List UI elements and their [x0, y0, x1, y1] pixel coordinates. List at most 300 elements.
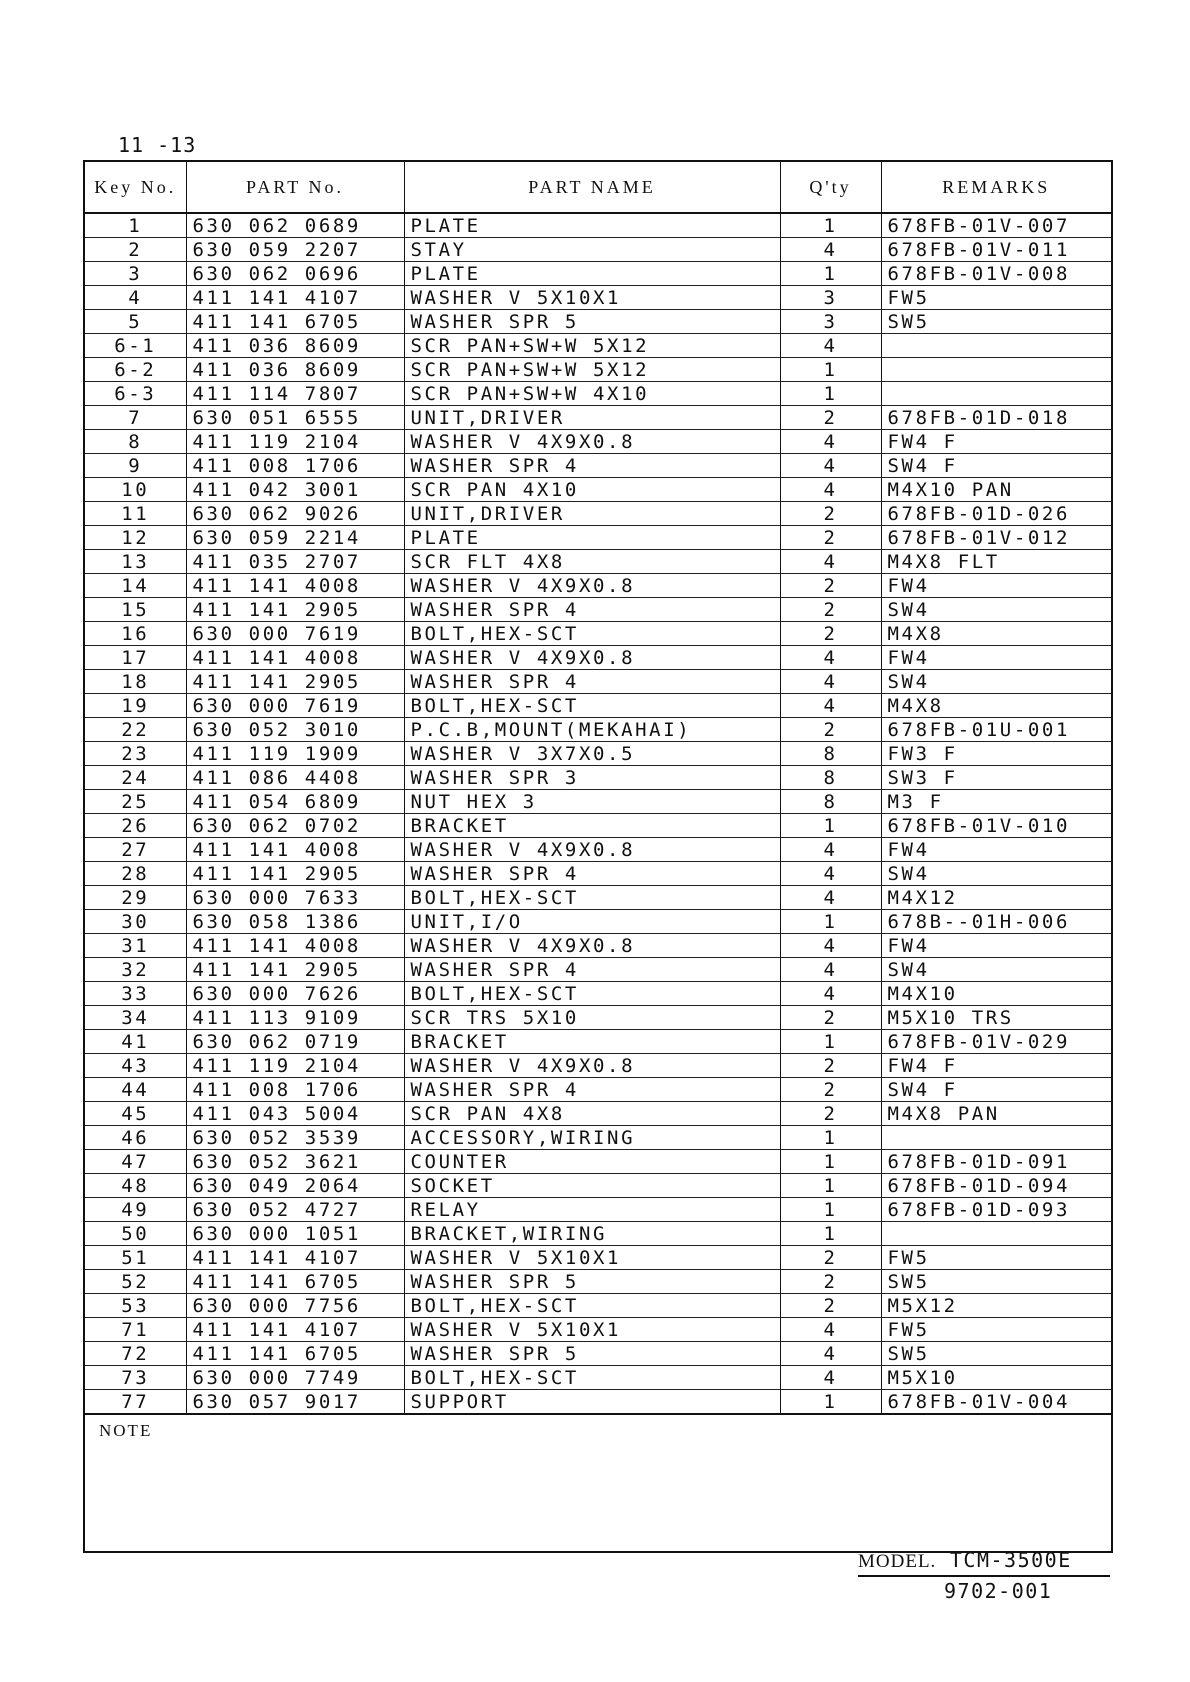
part-name-cell: WASHER SPR 4 — [404, 454, 780, 478]
part-no-cell: 630 000 7633 — [186, 886, 404, 910]
qty-cell: 4 — [780, 838, 881, 862]
key-no-cell: 51 — [85, 1246, 186, 1270]
part-no-cell: 630 000 7756 — [186, 1294, 404, 1318]
table-row — [85, 574, 1111, 598]
key-no-cell: 8 — [85, 430, 186, 454]
table-row — [85, 862, 1111, 886]
qty-cell: 4 — [780, 934, 881, 958]
part-no-cell: 630 062 0689 — [186, 213, 404, 238]
qty-cell: 2 — [780, 1294, 881, 1318]
part-name-cell: WASHER SPR 3 — [404, 766, 780, 790]
part-no-cell: 630 052 3621 — [186, 1150, 404, 1174]
remarks-cell: 678FB-01U-001 — [881, 718, 1111, 742]
qty-cell: 1 — [780, 1390, 881, 1415]
table-row — [85, 718, 1111, 742]
table-row — [85, 742, 1111, 766]
part-name-cell: BRACKET — [404, 1030, 780, 1054]
part-name-cell: BOLT,HEX-SCT — [404, 1294, 780, 1318]
part-no-cell: 630 052 3010 — [186, 718, 404, 742]
remarks-cell: SW5 — [881, 1270, 1111, 1294]
qty-cell: 3 — [780, 310, 881, 334]
key-no-cell: 18 — [85, 670, 186, 694]
qty-cell: 1 — [780, 213, 881, 238]
parts-list-sheet — [83, 160, 1113, 1553]
remarks-cell: 678FB-01D-026 — [881, 502, 1111, 526]
table-row — [85, 910, 1111, 934]
qty-cell: 2 — [780, 1270, 881, 1294]
part-no-cell: 411 113 9109 — [186, 1006, 404, 1030]
key-no-cell: 22 — [85, 718, 186, 742]
remarks-cell: M4X8 — [881, 694, 1111, 718]
table-row — [85, 958, 1111, 982]
key-no-cell: 12 — [85, 526, 186, 550]
key-no-cell: 49 — [85, 1198, 186, 1222]
part-no-cell: 411 086 4408 — [186, 766, 404, 790]
qty-cell: 2 — [780, 502, 881, 526]
table-row — [85, 334, 1111, 358]
part-name-cell: WASHER SPR 5 — [404, 310, 780, 334]
part-no-cell: 411 114 7807 — [186, 382, 404, 406]
part-no-cell: 630 059 2214 — [186, 526, 404, 550]
key-no-cell: 47 — [85, 1150, 186, 1174]
header-key-no: Key No. — [85, 162, 186, 213]
qty-cell: 4 — [780, 238, 881, 262]
qty-cell: 2 — [780, 1078, 881, 1102]
qty-cell: 4 — [780, 862, 881, 886]
table-row — [85, 982, 1111, 1006]
key-no-cell: 33 — [85, 982, 186, 1006]
remarks-cell: M4X8 FLT — [881, 550, 1111, 574]
remarks-cell: SW4 — [881, 862, 1111, 886]
remarks-cell: M4X8 PAN — [881, 1102, 1111, 1126]
part-no-cell: 630 000 7619 — [186, 622, 404, 646]
page-number: 11 -13 — [118, 133, 197, 157]
part-no-cell: 411 119 2104 — [186, 430, 404, 454]
part-no-cell: 630 057 9017 — [186, 1390, 404, 1415]
header-qty: Q'ty — [780, 162, 881, 213]
part-no-cell: 630 000 7619 — [186, 694, 404, 718]
qty-cell: 1 — [780, 358, 881, 382]
qty-cell: 1 — [780, 382, 881, 406]
qty-cell: 2 — [780, 598, 881, 622]
table-row — [85, 598, 1111, 622]
remarks-cell: 678FB-01V-012 — [881, 526, 1111, 550]
qty-cell: 2 — [780, 1246, 881, 1270]
key-no-cell: 53 — [85, 1294, 186, 1318]
key-no-cell: 28 — [85, 862, 186, 886]
key-no-cell: 71 — [85, 1318, 186, 1342]
part-no-cell: 630 062 0719 — [186, 1030, 404, 1054]
part-no-cell: 411 141 2905 — [186, 958, 404, 982]
qty-cell: 8 — [780, 790, 881, 814]
qty-cell: 4 — [780, 646, 881, 670]
key-no-cell: 19 — [85, 694, 186, 718]
part-name-cell: WASHER V 4X9X0.8 — [404, 838, 780, 862]
qty-cell: 4 — [780, 958, 881, 982]
remarks-cell: SW3 F — [881, 766, 1111, 790]
table-row — [85, 1222, 1111, 1246]
qty-cell: 1 — [780, 910, 881, 934]
qty-cell: 4 — [780, 550, 881, 574]
part-no-cell: 411 036 8609 — [186, 334, 404, 358]
key-no-cell: 31 — [85, 934, 186, 958]
key-no-cell: 43 — [85, 1054, 186, 1078]
part-name-cell: NUT HEX 3 — [404, 790, 780, 814]
table-row — [85, 1198, 1111, 1222]
part-name-cell: UNIT,DRIVER — [404, 406, 780, 430]
part-no-cell: 411 141 6705 — [186, 310, 404, 334]
qty-cell: 4 — [780, 1366, 881, 1390]
part-name-cell: BOLT,HEX-SCT — [404, 982, 780, 1006]
table-row — [85, 1342, 1111, 1366]
table-row — [85, 646, 1111, 670]
remarks-cell — [881, 358, 1111, 382]
part-name-cell: WASHER V 5X10X1 — [404, 1246, 780, 1270]
part-name-cell: WASHER V 4X9X0.8 — [404, 430, 780, 454]
part-name-cell: SCR PAN+SW+W 5X12 — [404, 358, 780, 382]
model-line — [858, 1548, 1110, 1577]
part-no-cell: 411 119 1909 — [186, 742, 404, 766]
table-row — [85, 430, 1111, 454]
part-no-cell: 411 141 4107 — [186, 1246, 404, 1270]
remarks-cell — [881, 1126, 1111, 1150]
qty-cell: 1 — [780, 1174, 881, 1198]
part-no-cell: 630 051 6555 — [186, 406, 404, 430]
part-name-cell: WASHER SPR 4 — [404, 670, 780, 694]
remarks-cell: FW5 — [881, 1318, 1111, 1342]
qty-cell: 2 — [780, 622, 881, 646]
remarks-cell: FW5 — [881, 286, 1111, 310]
remarks-cell: FW4 F — [881, 1054, 1111, 1078]
key-no-cell: 77 — [85, 1390, 186, 1415]
part-no-cell: 411 141 4008 — [186, 838, 404, 862]
remarks-cell: 678FB-01V-011 — [881, 238, 1111, 262]
qty-cell: 4 — [780, 886, 881, 910]
part-no-cell: 411 141 2905 — [186, 670, 404, 694]
part-name-cell: BOLT,HEX-SCT — [404, 886, 780, 910]
part-no-cell: 630 059 2207 — [186, 238, 404, 262]
part-name-cell: WASHER V 4X9X0.8 — [404, 934, 780, 958]
remarks-cell: 678FB-01D-018 — [881, 406, 1111, 430]
remarks-cell: 678FB-01V-008 — [881, 262, 1111, 286]
key-no-cell: 13 — [85, 550, 186, 574]
table-row — [85, 262, 1111, 286]
part-name-cell: SCR PAN+SW+W 4X10 — [404, 382, 780, 406]
key-no-cell: 1 — [85, 213, 186, 238]
qty-cell: 2 — [780, 1006, 881, 1030]
remarks-cell: FW3 F — [881, 742, 1111, 766]
qty-cell: 4 — [780, 1318, 881, 1342]
part-no-cell: 411 119 2104 — [186, 1054, 404, 1078]
remarks-cell: M5X12 — [881, 1294, 1111, 1318]
key-no-cell: 6-3 — [85, 382, 186, 406]
part-name-cell: SCR PAN 4X10 — [404, 478, 780, 502]
part-name-cell: ACCESSORY,WIRING — [404, 1126, 780, 1150]
part-no-cell: 411 035 2707 — [186, 550, 404, 574]
part-name-cell: COUNTER — [404, 1150, 780, 1174]
part-name-cell: SCR PAN+SW+W 5X12 — [404, 334, 780, 358]
remarks-cell — [881, 334, 1111, 358]
part-no-cell: 630 000 7749 — [186, 1366, 404, 1390]
part-name-cell: BRACKET — [404, 814, 780, 838]
part-name-cell: SCR FLT 4X8 — [404, 550, 780, 574]
part-no-cell: 411 141 4008 — [186, 646, 404, 670]
qty-cell: 4 — [780, 670, 881, 694]
part-no-cell: 411 141 4107 — [186, 1318, 404, 1342]
remarks-cell: FW5 — [881, 1246, 1111, 1270]
table-row — [85, 526, 1111, 550]
qty-cell: 8 — [780, 742, 881, 766]
part-name-cell: WASHER V 5X10X1 — [404, 1318, 780, 1342]
key-no-cell: 26 — [85, 814, 186, 838]
table-row — [85, 1270, 1111, 1294]
part-no-cell: 411 141 4008 — [186, 574, 404, 598]
part-no-cell: 411 042 3001 — [186, 478, 404, 502]
table-row — [85, 934, 1111, 958]
table-row — [85, 694, 1111, 718]
key-no-cell: 7 — [85, 406, 186, 430]
part-name-cell: WASHER SPR 4 — [404, 958, 780, 982]
key-no-cell: 14 — [85, 574, 186, 598]
remarks-cell — [881, 382, 1111, 406]
table-row — [85, 1030, 1111, 1054]
table-row — [85, 1246, 1111, 1270]
qty-cell: 1 — [780, 1198, 881, 1222]
table-row — [85, 478, 1111, 502]
key-no-cell: 17 — [85, 646, 186, 670]
key-no-cell: 15 — [85, 598, 186, 622]
part-name-cell: PLATE — [404, 213, 780, 238]
table-row — [85, 1006, 1111, 1030]
key-no-cell: 73 — [85, 1366, 186, 1390]
part-name-cell: SCR PAN 4X8 — [404, 1102, 780, 1126]
part-no-cell: 630 049 2064 — [186, 1174, 404, 1198]
table-row — [85, 358, 1111, 382]
part-no-cell: 630 000 7626 — [186, 982, 404, 1006]
qty-cell: 1 — [780, 1222, 881, 1246]
qty-cell: 1 — [780, 1126, 881, 1150]
key-no-cell: 52 — [85, 1270, 186, 1294]
table-row — [85, 454, 1111, 478]
part-no-cell: 630 052 3539 — [186, 1126, 404, 1150]
remarks-cell: M4X10 — [881, 982, 1111, 1006]
qty-cell: 2 — [780, 1054, 881, 1078]
header-part-name: PART NAME — [404, 162, 780, 213]
key-no-cell: 25 — [85, 790, 186, 814]
table-row — [85, 622, 1111, 646]
table-row — [85, 550, 1111, 574]
key-no-cell: 4 — [85, 286, 186, 310]
remarks-cell: 678FB-01V-004 — [881, 1390, 1111, 1415]
remarks-cell: 678FB-01V-007 — [881, 213, 1111, 238]
table-row — [85, 213, 1111, 238]
part-no-cell: 411 141 6705 — [186, 1270, 404, 1294]
table-row — [85, 238, 1111, 262]
remarks-cell: M4X8 — [881, 622, 1111, 646]
parts-table — [85, 162, 1111, 1415]
key-no-cell: 32 — [85, 958, 186, 982]
part-no-cell: 411 141 6705 — [186, 1342, 404, 1366]
table-row — [85, 1174, 1111, 1198]
remarks-cell: M4X10 PAN — [881, 478, 1111, 502]
table-row — [85, 1102, 1111, 1126]
key-no-cell: 41 — [85, 1030, 186, 1054]
remarks-cell: SW4 F — [881, 454, 1111, 478]
remarks-cell: 678B--01H-006 — [881, 910, 1111, 934]
table-row — [85, 1126, 1111, 1150]
table-row — [85, 670, 1111, 694]
part-name-cell: WASHER SPR 4 — [404, 1078, 780, 1102]
qty-cell: 4 — [780, 1342, 881, 1366]
part-name-cell: SCR TRS 5X10 — [404, 1006, 780, 1030]
key-no-cell: 24 — [85, 766, 186, 790]
qty-cell: 1 — [780, 814, 881, 838]
part-no-cell: 411 141 2905 — [186, 598, 404, 622]
part-name-cell: WASHER V 5X10X1 — [404, 286, 780, 310]
part-no-cell: 630 062 0702 — [186, 814, 404, 838]
remarks-cell: M3 F — [881, 790, 1111, 814]
note-label: NOTE — [99, 1421, 153, 1440]
qty-cell: 4 — [780, 334, 881, 358]
key-no-cell: 34 — [85, 1006, 186, 1030]
remarks-cell: FW4 — [881, 574, 1111, 598]
qty-cell: 1 — [780, 1150, 881, 1174]
key-no-cell: 27 — [85, 838, 186, 862]
table-row — [85, 406, 1111, 430]
part-no-cell: 411 008 1706 — [186, 1078, 404, 1102]
model-label: MODEL. — [858, 1551, 937, 1572]
part-no-cell: 411 141 2905 — [186, 862, 404, 886]
table-row — [85, 838, 1111, 862]
table-row — [85, 1054, 1111, 1078]
model-number: TCM-3500E — [949, 1548, 1072, 1572]
part-name-cell: UNIT,DRIVER — [404, 502, 780, 526]
remarks-cell: 678FB-01V-029 — [881, 1030, 1111, 1054]
remarks-cell — [881, 1222, 1111, 1246]
key-no-cell: 44 — [85, 1078, 186, 1102]
key-no-cell: 48 — [85, 1174, 186, 1198]
part-name-cell: P.C.B,MOUNT(MEKAHAI) — [404, 718, 780, 742]
part-no-cell: 411 043 5004 — [186, 1102, 404, 1126]
table-row — [85, 310, 1111, 334]
remarks-cell: SW5 — [881, 1342, 1111, 1366]
remarks-cell: FW4 F — [881, 430, 1111, 454]
key-no-cell: 11 — [85, 502, 186, 526]
key-no-cell: 30 — [85, 910, 186, 934]
remarks-cell: M5X10 TRS — [881, 1006, 1111, 1030]
part-no-cell: 630 000 1051 — [186, 1222, 404, 1246]
key-no-cell: 9 — [85, 454, 186, 478]
note-box — [85, 1415, 1111, 1551]
part-no-cell: 411 141 4107 — [186, 286, 404, 310]
key-no-cell: 29 — [85, 886, 186, 910]
part-no-cell: 630 062 9026 — [186, 502, 404, 526]
remarks-cell: FW4 — [881, 646, 1111, 670]
remarks-cell: SW4 — [881, 958, 1111, 982]
part-no-cell: 630 052 4727 — [186, 1198, 404, 1222]
part-name-cell: WASHER V 4X9X0.8 — [404, 574, 780, 598]
table-row — [85, 502, 1111, 526]
table-row — [85, 1078, 1111, 1102]
header-part-no: PART No. — [186, 162, 404, 213]
key-no-cell: 6-1 — [85, 334, 186, 358]
key-no-cell: 3 — [85, 262, 186, 286]
table-row — [85, 1318, 1111, 1342]
part-name-cell: BOLT,HEX-SCT — [404, 1366, 780, 1390]
remarks-cell: SW5 — [881, 310, 1111, 334]
table-row — [85, 814, 1111, 838]
key-no-cell: 16 — [85, 622, 186, 646]
key-no-cell: 46 — [85, 1126, 186, 1150]
qty-cell: 2 — [780, 1102, 881, 1126]
part-no-cell: 411 036 8609 — [186, 358, 404, 382]
key-no-cell: 5 — [85, 310, 186, 334]
header-remarks: REMARKS — [881, 162, 1111, 213]
part-name-cell: BOLT,HEX-SCT — [404, 622, 780, 646]
table-row — [85, 1390, 1111, 1415]
part-name-cell: WASHER V 4X9X0.8 — [404, 646, 780, 670]
remarks-cell: 678FB-01D-093 — [881, 1198, 1111, 1222]
remarks-cell: SW4 — [881, 670, 1111, 694]
remarks-cell: SW4 F — [881, 1078, 1111, 1102]
remarks-cell: M5X10 — [881, 1366, 1111, 1390]
part-name-cell: BOLT,HEX-SCT — [404, 694, 780, 718]
table-row — [85, 1366, 1111, 1390]
remarks-cell: 678FB-01D-094 — [881, 1174, 1111, 1198]
qty-cell: 2 — [780, 406, 881, 430]
part-name-cell: WASHER SPR 4 — [404, 862, 780, 886]
part-name-cell: WASHER SPR 5 — [404, 1270, 780, 1294]
table-row — [85, 886, 1111, 910]
qty-cell: 4 — [780, 694, 881, 718]
table-row — [85, 790, 1111, 814]
part-name-cell: PLATE — [404, 526, 780, 550]
part-no-cell: 411 141 4008 — [186, 934, 404, 958]
part-name-cell: RELAY — [404, 1198, 780, 1222]
part-name-cell: PLATE — [404, 262, 780, 286]
header-row — [85, 162, 1111, 213]
part-name-cell: WASHER SPR 4 — [404, 598, 780, 622]
part-name-cell: WASHER SPR 5 — [404, 1342, 780, 1366]
part-name-cell: SOCKET — [404, 1174, 780, 1198]
table-row — [85, 286, 1111, 310]
part-name-cell: STAY — [404, 238, 780, 262]
qty-cell: 8 — [780, 766, 881, 790]
remarks-cell: 678FB-01D-091 — [881, 1150, 1111, 1174]
remarks-cell: FW4 — [881, 934, 1111, 958]
part-name-cell: SUPPORT — [404, 1390, 780, 1415]
table-row — [85, 1294, 1111, 1318]
part-no-cell: 630 062 0696 — [186, 262, 404, 286]
qty-cell: 2 — [780, 718, 881, 742]
qty-cell: 1 — [780, 262, 881, 286]
qty-cell: 3 — [780, 286, 881, 310]
table-row — [85, 766, 1111, 790]
key-no-cell: 50 — [85, 1222, 186, 1246]
part-name-cell: WASHER V 4X9X0.8 — [404, 1054, 780, 1078]
part-name-cell: BRACKET,WIRING — [404, 1222, 780, 1246]
key-no-cell: 23 — [85, 742, 186, 766]
document-number: 9702-001 — [944, 1579, 1053, 1603]
qty-cell: 2 — [780, 526, 881, 550]
remarks-cell: M4X12 — [881, 886, 1111, 910]
qty-cell: 4 — [780, 430, 881, 454]
remarks-cell: FW4 — [881, 838, 1111, 862]
part-name-cell: UNIT,I/O — [404, 910, 780, 934]
qty-cell: 2 — [780, 574, 881, 598]
part-no-cell: 411 008 1706 — [186, 454, 404, 478]
key-no-cell: 45 — [85, 1102, 186, 1126]
